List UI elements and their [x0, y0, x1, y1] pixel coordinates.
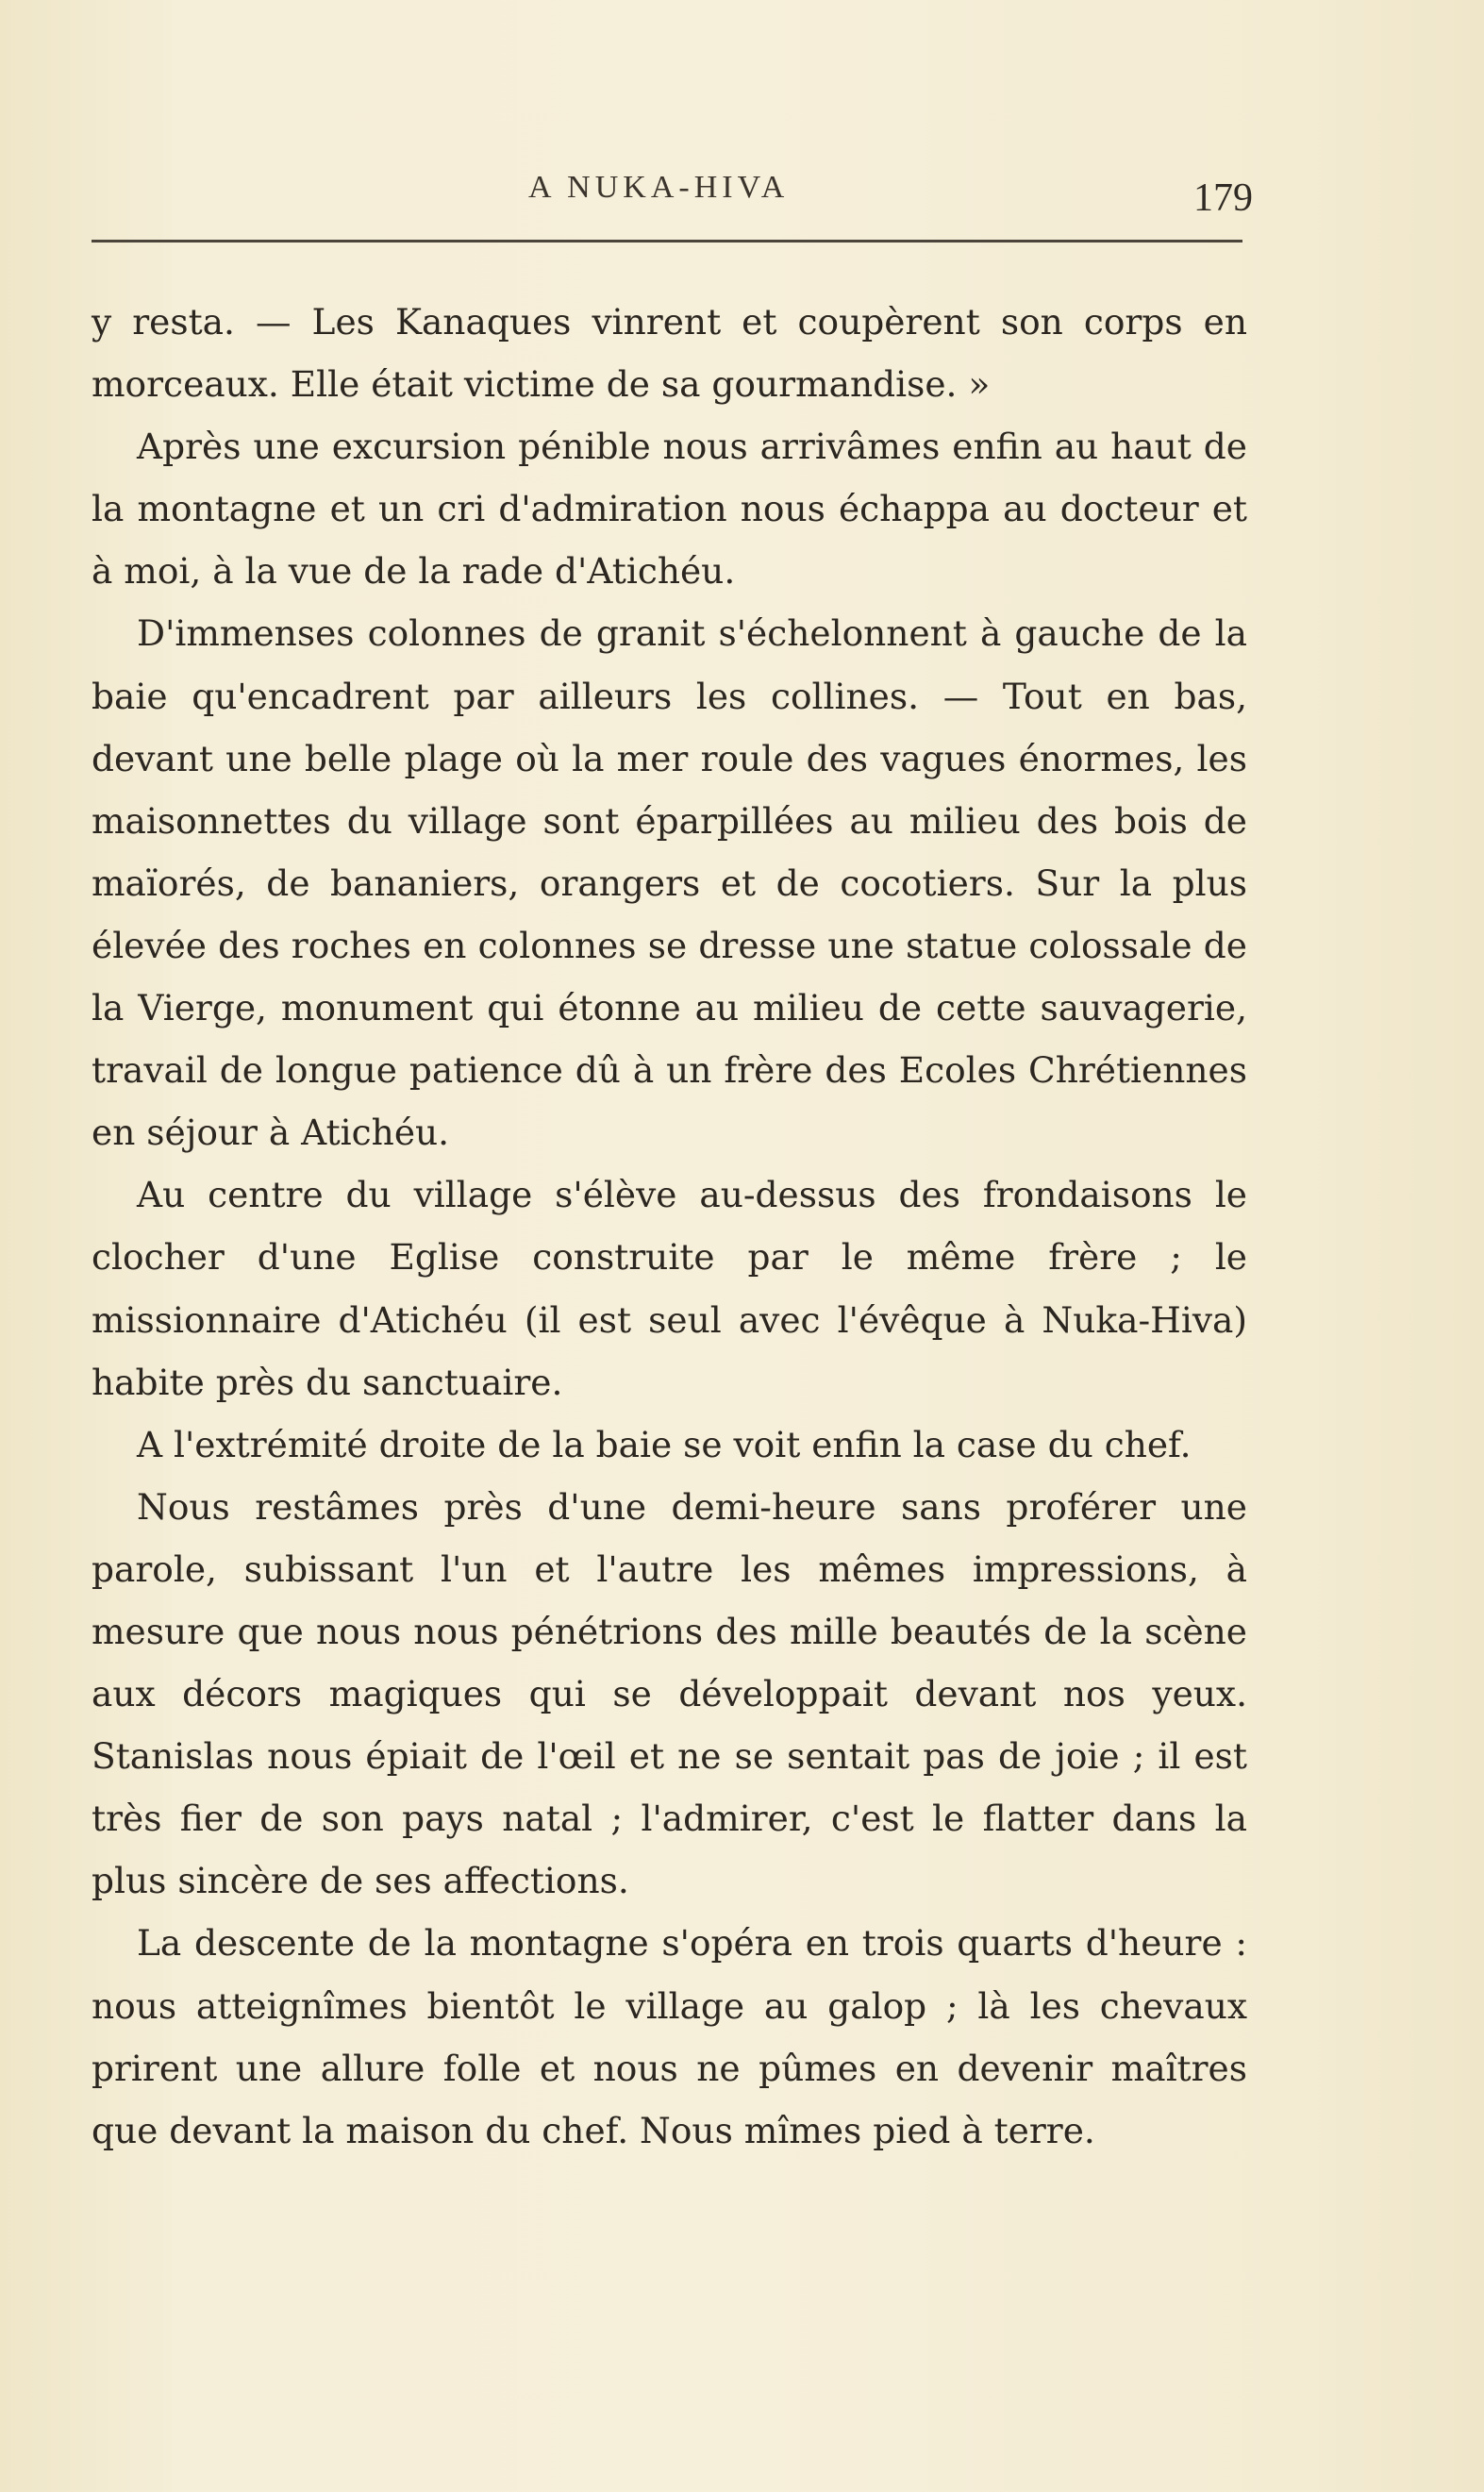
running-title: A NUKA-HIVA	[528, 170, 790, 205]
paragraph-descent: La descente de la montagne s'opéra en trois quarts d'heure : nous atteignîmes bientôt le village au galop ; là les chevaux prirent une allure folle et nous ne pûmes en devenir maîtres que devant la maison du chef. Nous mîmes pied à terre.	[92, 1922, 1247, 2151]
paragraph-granite-columns: D'immenses colonnes de granit s'échelonnent à gauche de la baie qu'encadrent par ailleurs les collines. — Tout en bas, devant une belle plage où la mer roule des vagues énormes, les maisonnettes du village sont éparpillées au milieu des bois de maïorés, de bananiers, orangers et de cocotiers. Sur la plus élevée des roches en colonnes se dresse une statue colossale de la Vierge, monument qui étonne au milieu de cette sauvagerie, travail de longue patience dû à un frère des Ecoles Chrétiennes en séjour à Atichéu.	[92, 612, 1247, 1154]
paragraph-continuation: y resta. — Les Kanaques vinrent et coupèrent son corps en morceaux. Elle était victime de sa gourmandise. »	[92, 301, 1247, 406]
paragraph-mountain-arrival: Après une excursion pénible nous arrivâmes enfin au haut de la montagne et un cri d'admiration nous échappa au docteur et à moi, à la vue de la rade d'Atichéu.	[92, 426, 1247, 593]
body-text	[92, 291, 1247, 2162]
paragraph-village-church: Au centre du village s'élève au-dessus des frondaisons le clocher d'une Eglise construite par le même frère ; le missionnaire d'Atichéu (il est seul avec l'évêque à Nuka-Hiva) habite près du sanctuaire.	[92, 1174, 1247, 1403]
header-rule	[92, 240, 1242, 243]
paragraph-silent-admiration: Nous restâmes près d'une demi-heure sans proférer une parole, subissant l'un et l'autre les mêmes impressions, à mesure que nous nous pénétrions des mille beautés de la scène aux décors magiques qui se développait devant nos yeux. Stanislas nous épiait de l'œil et ne se sentait pas de joie ; il est très fier de son pays natal ; l'admirer, c'est le flatter dans la plus sincère de ses affections.	[92, 1485, 1247, 1902]
page-number: 179	[1193, 176, 1253, 220]
paragraph-chief-hut: A l'extrémité droite de la baie se voit enfin la case du chef.	[137, 1423, 1192, 1465]
